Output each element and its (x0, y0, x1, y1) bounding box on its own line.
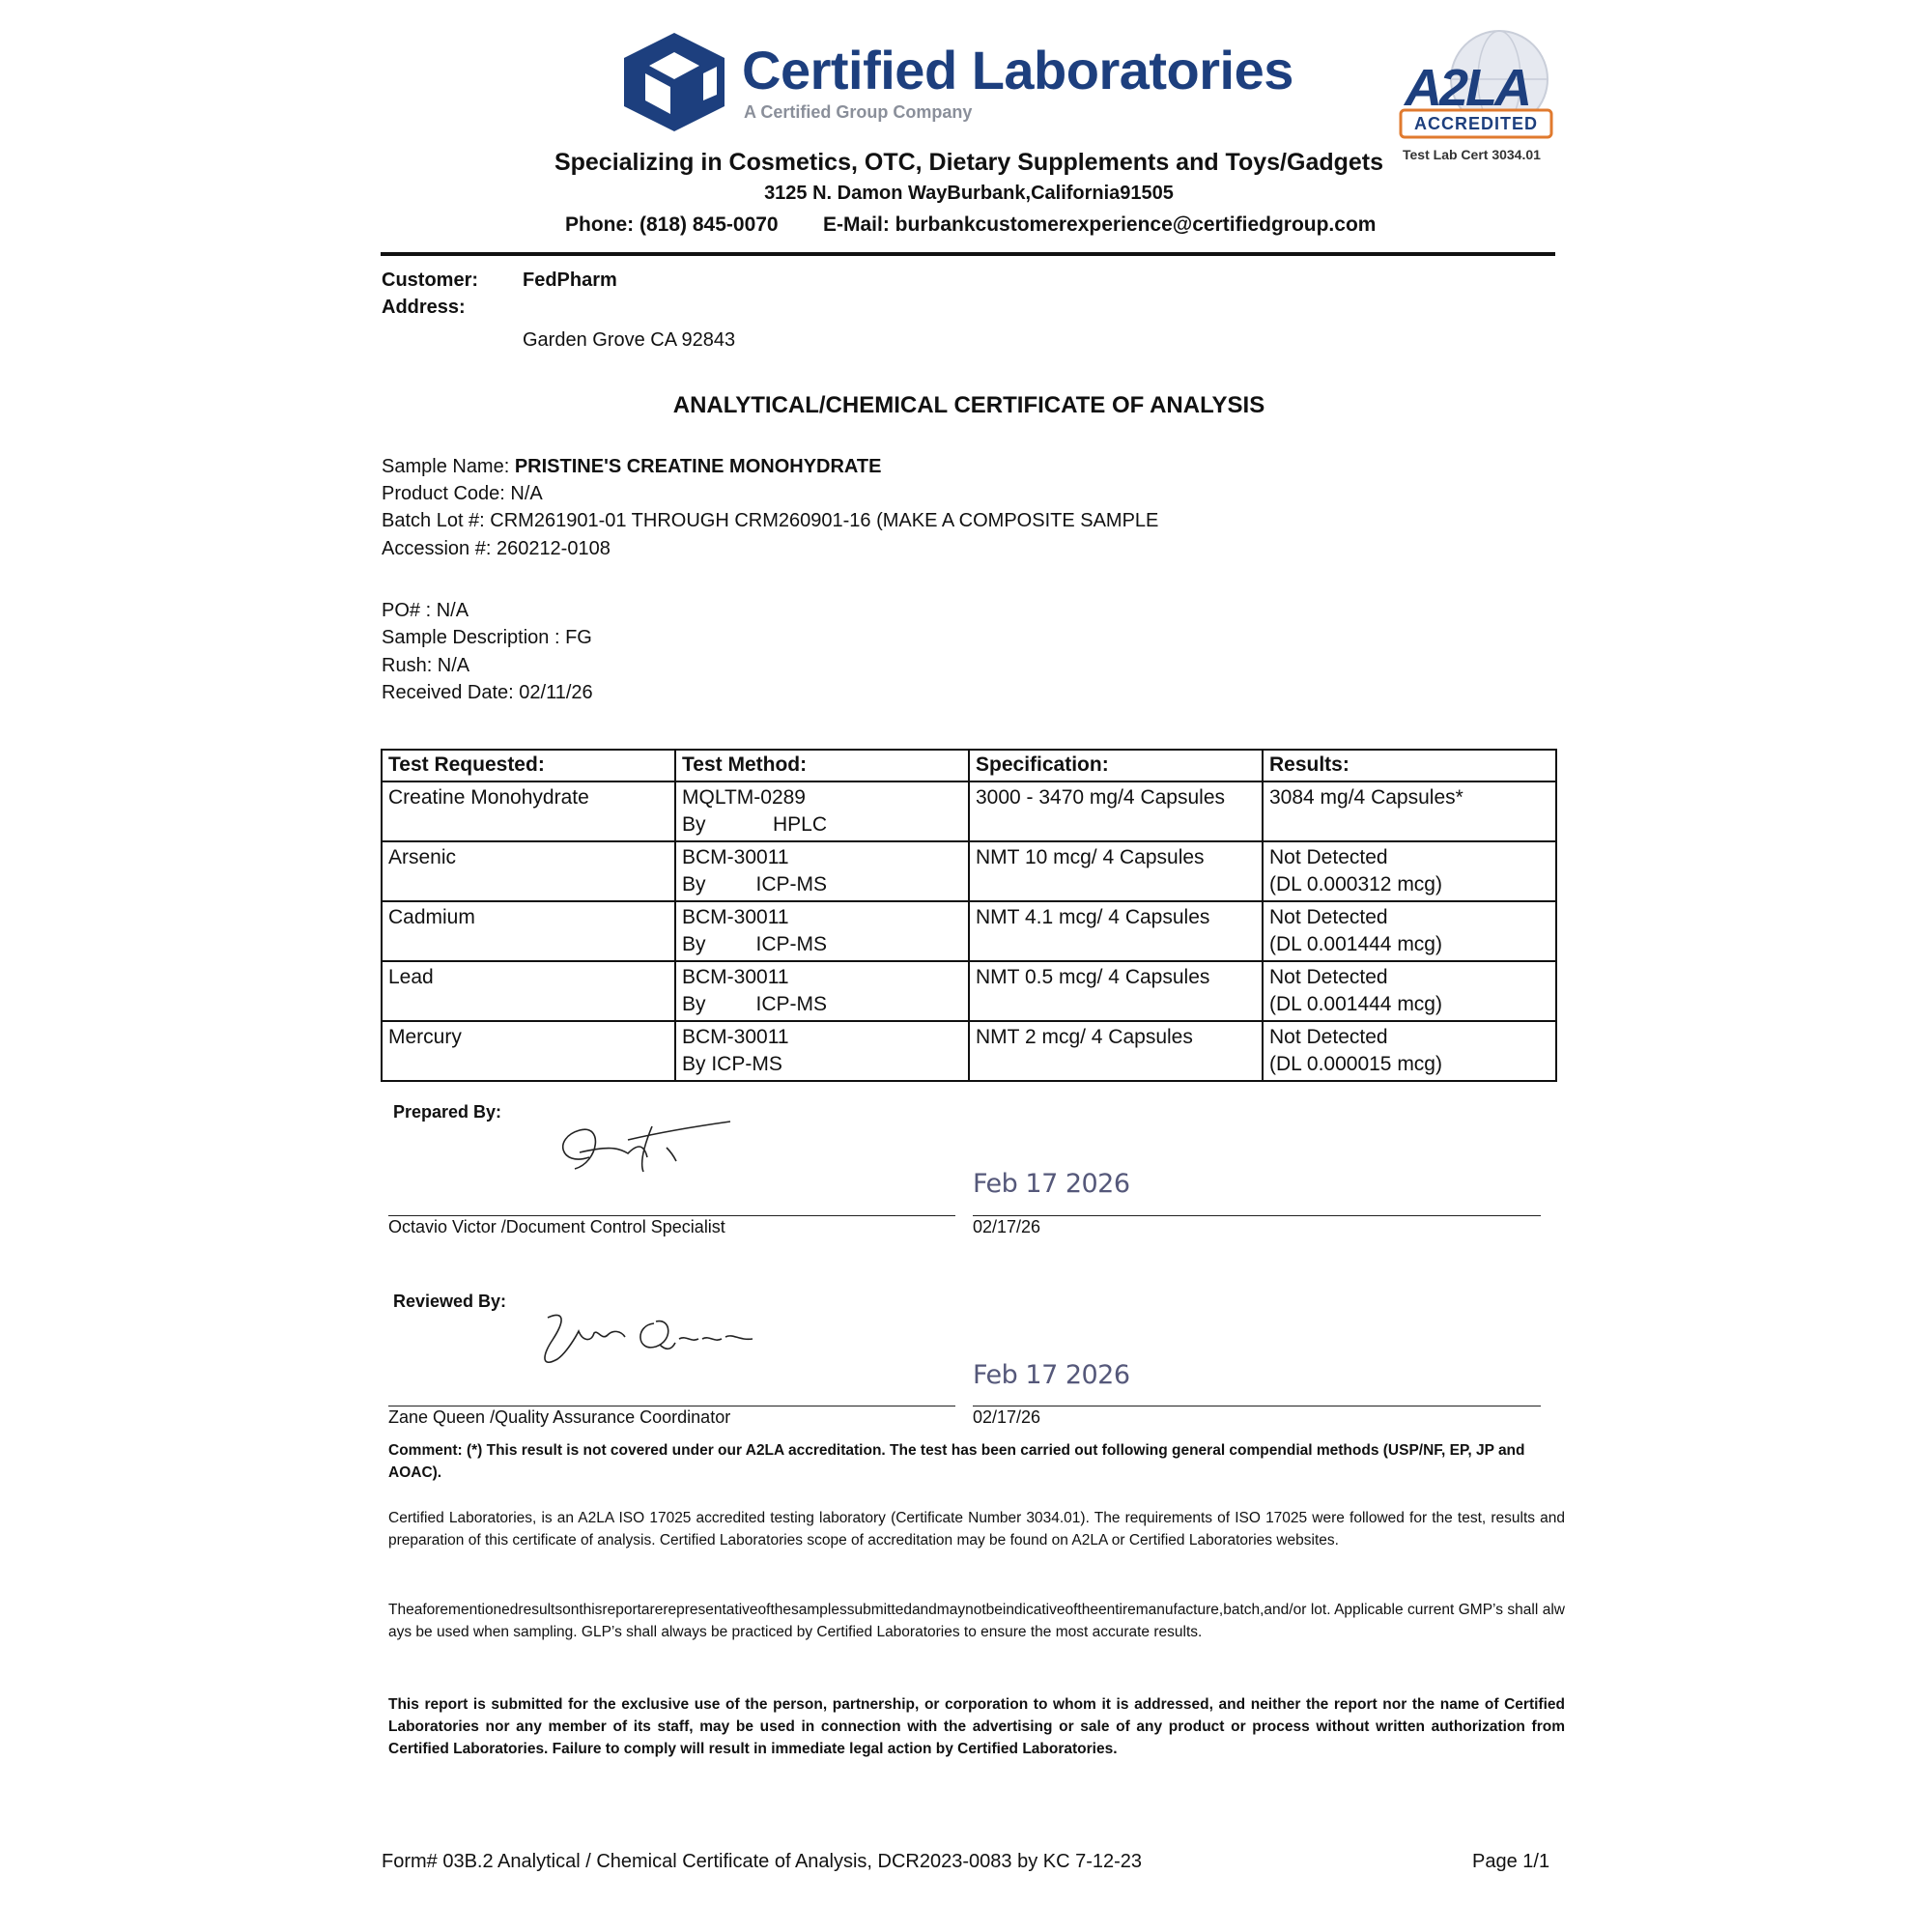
exclusive-use-statement: This report is submitted for the exclusive use of the person, partnership, or corporation to whom it is addressed, and neither the report nor the name of Certified Laboratories nor any member of its staff, may be used in connection with the advertising or sale of any product or process without written authorization from Certified Laboratories. Failure to comply will result in immediate legal action by Certified Laboratories. (388, 1696, 1565, 1757)
header-method: Test Method: (675, 750, 969, 781)
cert-label: Test Lab Cert 3034.01 (1403, 147, 1541, 162)
method-tech: ICP-MS (755, 873, 827, 895)
result-dl: (DL 0.000312 mcg) (1269, 873, 1442, 895)
reviewed-date: 02/17/26 (973, 1407, 1041, 1427)
method-tech: ICP-MS (755, 933, 827, 955)
specification: NMT 2 mcg/ 4 Capsules (969, 1021, 1263, 1081)
result (1263, 901, 1556, 961)
method-technique (682, 991, 827, 1018)
method-technique (682, 931, 827, 958)
lab-phone: Phone: (818) 845-0070 (565, 213, 779, 236)
method-code: BCM-30011 (682, 966, 789, 988)
reviewed-name: Zane Queen /Quality Assurance Coordinator (388, 1407, 731, 1427)
result-dl: (DL 0.000015 mcg) (1269, 1053, 1442, 1075)
prepared-date-stamp: Feb 17 2026 (973, 1169, 1130, 1199)
table-row (382, 781, 1556, 841)
result (1263, 781, 1556, 841)
test-name: Arsenic (382, 841, 675, 901)
lab-tagline: A Certified Group Company (744, 102, 973, 122)
sample-name-label: Sample Name: (382, 456, 515, 477)
method-technique: By ICP-MS (682, 1053, 782, 1075)
rush: Rush: N/A (382, 655, 470, 676)
sample-description: Sample Description : FG (382, 627, 592, 648)
test-method (675, 901, 969, 961)
test-name: Lead (382, 961, 675, 1021)
table-row (382, 961, 1556, 1021)
form-number: Form# 03B.2 Analytical / Chemical Certificate of Analysis, DCR2023-0083 by KC 7-12-23 (382, 1851, 1143, 1872)
method-tech: ICP-MS (755, 993, 827, 1015)
test-method (675, 961, 969, 1021)
reviewed-date-stamp: Feb 17 2026 (973, 1360, 1130, 1390)
reviewed-by-label: Reviewed By: (393, 1292, 507, 1311)
lab-email: E-Mail: burbankcustomerexperience@certifiedgroup.com (823, 213, 1377, 236)
reviewed-signature (538, 1306, 760, 1374)
test-method (675, 781, 969, 841)
method-tech: HPLC (772, 813, 827, 836)
result (1263, 961, 1556, 1021)
customer-label: Customer: (382, 270, 479, 291)
method-by: By (682, 873, 706, 895)
accredited-badge: ACCREDITED (1413, 114, 1538, 133)
page-number: Page 1/1 (1472, 1851, 1550, 1872)
table-row (382, 841, 1556, 901)
result-value: Not Detected (1269, 846, 1388, 868)
prepared-signature (551, 1119, 734, 1177)
address-label: Address: (382, 297, 466, 318)
accreditation-comment: Comment: (*) This result is not covered under our A2LA accreditation. The test has been carried out following general compendial methods (USP/NF, EP, JP and AOAC). (388, 1442, 1525, 1481)
table-row (382, 901, 1556, 961)
method-code: BCM-30011 (682, 846, 789, 868)
prepared-name: Octavio Victor /Document Control Specialist (388, 1217, 725, 1236)
header-divider (381, 252, 1555, 256)
received-date: Received Date: 02/11/26 (382, 682, 593, 703)
test-name: Creatine Monohydrate (382, 781, 675, 841)
method-code: MQLTM-0289 (682, 786, 806, 809)
specification: NMT 10 mcg/ 4 Capsules (969, 841, 1263, 901)
result-value: Not Detected (1269, 966, 1388, 988)
representative-statement: Theaforementionedresultsonthisreportarerepresentativeofthesamplessubmittedandmaynotbeindicativeoftheentiremanufacture,batch,and/or lot. Applicable current GMP’s shall always be used when sampling. GLP’s shall always be practiced by Certified Laboratories to ensure the most accurate results. (388, 1602, 1565, 1640)
test-name: Cadmium (382, 901, 675, 961)
result-value: Not Detected (1269, 1026, 1388, 1048)
specification: NMT 0.5 mcg/ 4 Capsules (969, 961, 1263, 1021)
po-number: PO# : N/A (382, 600, 469, 621)
customer-name: FedPharm (523, 270, 617, 291)
lab-address: 3125 N. Damon WayBurbank,California91505 (764, 183, 1174, 204)
prepared-date-line (973, 1215, 1541, 1216)
header-results: Results: (1263, 750, 1556, 781)
customer-address: Garden Grove CA 92843 (523, 329, 736, 351)
prepared-name-line (388, 1215, 955, 1216)
method-code: BCM-30011 (682, 1026, 789, 1048)
cube-logo-icon (620, 31, 728, 131)
lab-name: Certified Laboratories (742, 40, 1293, 100)
table-header-row (382, 750, 1556, 781)
sample-name-value: PRISTINE'S CREATINE MONOHYDRATE (514, 456, 882, 477)
result-dl: (DL 0.001444 mcg) (1269, 993, 1442, 1015)
certificate-title: ANALYTICAL/CHEMICAL CERTIFICATE OF ANALYSIS (672, 392, 1265, 418)
accession-number: Accession #: 260212-0108 (382, 538, 611, 559)
method-technique (682, 871, 827, 898)
method-by: By (682, 933, 706, 955)
specialty-line: Specializing in Cosmetics, OTC, Dietary Supplements and Toys/Gadgets (554, 149, 1384, 176)
a2la-logo-text: A2LA (1405, 59, 1530, 117)
sample-name (382, 456, 881, 478)
accreditation-statement: Certified Laboratories, is an A2LA ISO 17025 accredited testing laboratory (Certificate Number 3034.01). The requirements of ISO 17025 were followed for the test, results and preparation of this certificate of analysis. Certified Laboratories scope of accreditation may be found on A2LA or Certified Laboratories websites. (388, 1510, 1565, 1548)
header-spec: Specification: (969, 750, 1263, 781)
table-row (382, 1021, 1556, 1081)
test-method (675, 841, 969, 901)
result-value: 3084 mg/4 Capsules* (1269, 786, 1463, 809)
result-dl: (DL 0.001444 mcg) (1269, 933, 1442, 955)
product-code: Product Code: N/A (382, 483, 543, 504)
a2la-badge (1399, 29, 1553, 140)
result-value: Not Detected (1269, 906, 1388, 928)
prepared-by-label: Prepared By: (393, 1102, 502, 1122)
batch-lot: Batch Lot #: CRM261901-01 THROUGH CRM260901-16 (MAKE A COMPOSITE SAMPLE (382, 510, 1159, 531)
test-name: Mercury (382, 1021, 675, 1081)
method-technique (682, 811, 827, 838)
lab-logo (620, 31, 728, 131)
method-code: BCM-30011 (682, 906, 789, 928)
prepared-date: 02/17/26 (973, 1217, 1041, 1236)
header-test: Test Requested: (382, 750, 675, 781)
test-method (675, 1021, 969, 1081)
result (1263, 841, 1556, 901)
method-by: By (682, 993, 706, 1015)
specification: 3000 - 3470 mg/4 Capsules (969, 781, 1263, 841)
results-table (381, 749, 1557, 1082)
specification: NMT 4.1 mcg/ 4 Capsules (969, 901, 1263, 961)
method-by: By (682, 813, 706, 836)
result (1263, 1021, 1556, 1081)
